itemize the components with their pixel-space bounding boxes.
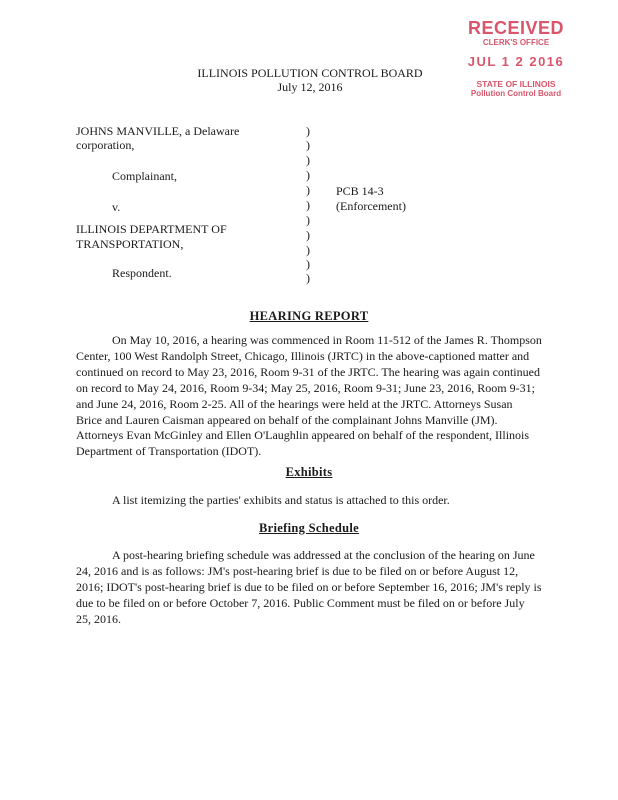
versus-label: v. <box>112 200 121 214</box>
caption-paren: ) <box>306 138 310 152</box>
exhibits-title: Exhibits <box>285 465 333 479</box>
respondent-name-line2: TRANSPORTATION, <box>76 237 184 251</box>
paragraph-line: On May 10, 2016, a hearing was commenced in Room 11-512 of the James R. Thompson <box>112 333 542 347</box>
hearing-report-title: HEARING REPORT <box>249 309 369 323</box>
stamp-clerk-office: CLERK'S OFFICE <box>482 38 550 47</box>
paragraph-line: and June 24, 2016, Room 2-25. All of the hearings were held at the JRTC. Attorneys Susan <box>76 396 513 411</box>
case-type: (Enforcement) <box>336 199 406 213</box>
caption-paren: ) <box>306 228 310 242</box>
received-stamp <box>462 18 570 98</box>
respondent-role: Respondent. <box>112 266 172 280</box>
paragraph-line: on record to May 24, 2016, Room 9-34; May 25, 2016, Room 9-31; June 23, 2016, Room 9-31; <box>76 380 535 395</box>
caption-paren: ) <box>306 153 310 167</box>
paragraph-line: A post-hearing briefing schedule was addressed at the conclusion of the hearing on June <box>112 548 535 562</box>
paragraph-line: A list itemizing the parties' exhibits and status is attached to this order. <box>112 493 450 507</box>
caption-paren: ) <box>306 271 310 285</box>
paragraph-line: due to be filed on or before October 7, 2016. Public Comment must be filed on or before July <box>76 595 525 610</box>
stamp-board: Pollution Control Board <box>470 89 562 98</box>
caption-paren: ) <box>306 183 310 197</box>
paragraph-line: Department of Transportation (IDOT). <box>76 444 262 459</box>
caption-paren: ) <box>306 257 310 271</box>
briefing-schedule-title: Briefing Schedule <box>259 521 359 535</box>
header-date: July 12, 2016 <box>277 80 343 94</box>
briefing-schedule-paragraph <box>76 548 544 628</box>
paragraph-line: 2016; IDOT's post-hearing brief is due to be filed on or before September 16, 2016; JM's reply is <box>76 579 542 594</box>
board-name: ILLINOIS POLLUTION CONTROL BOARD <box>197 66 423 80</box>
respondent-name-line1: ILLINOIS DEPARTMENT OF <box>76 222 227 236</box>
caption-paren: ) <box>306 198 310 212</box>
paragraph-line: Attorneys Evan McGinley and Ellen O'Laughlin appeared on behalf of the respondent, Illinois <box>76 428 530 443</box>
complainant-role: Complainant, <box>112 169 177 183</box>
hearing-report-paragraph <box>76 333 544 460</box>
stamp-received: RECEIVED <box>467 18 565 38</box>
caption-paren: ) <box>306 168 310 182</box>
stamp-state: STATE OF ILLINOIS <box>476 79 556 89</box>
paragraph-line: 24, 2016 and is as follows: JM's post-hearing brief is due to be filed on or before August 12, <box>76 563 519 578</box>
exhibits-paragraph <box>76 493 544 509</box>
stamp-date: JUL 1 2 2016 <box>467 54 565 69</box>
complainant-name-line1: JOHNS MANVILLE, a Delaware <box>76 124 240 138</box>
caption-paren: ) <box>306 124 310 138</box>
paragraph-line: 25, 2016. <box>76 611 121 626</box>
complainant-name-line2: corporation, <box>76 138 135 152</box>
paragraph-line: continued on record to May 23, 2016, Room 9-31 of the JRTC. The hearing was again continued <box>76 364 540 379</box>
caption-paren: ) <box>306 213 310 227</box>
case-number: PCB 14-3 <box>336 184 384 198</box>
paragraph-line: Center, 100 West Randolph Street, Chicago, Illinois (JRTC) in the above-captioned matter and <box>76 348 530 363</box>
paragraph-line: Brice and Lauren Caisman appeared on behalf of the complainant Johns Manville (JM). <box>76 412 498 427</box>
caption-paren: ) <box>306 243 310 257</box>
